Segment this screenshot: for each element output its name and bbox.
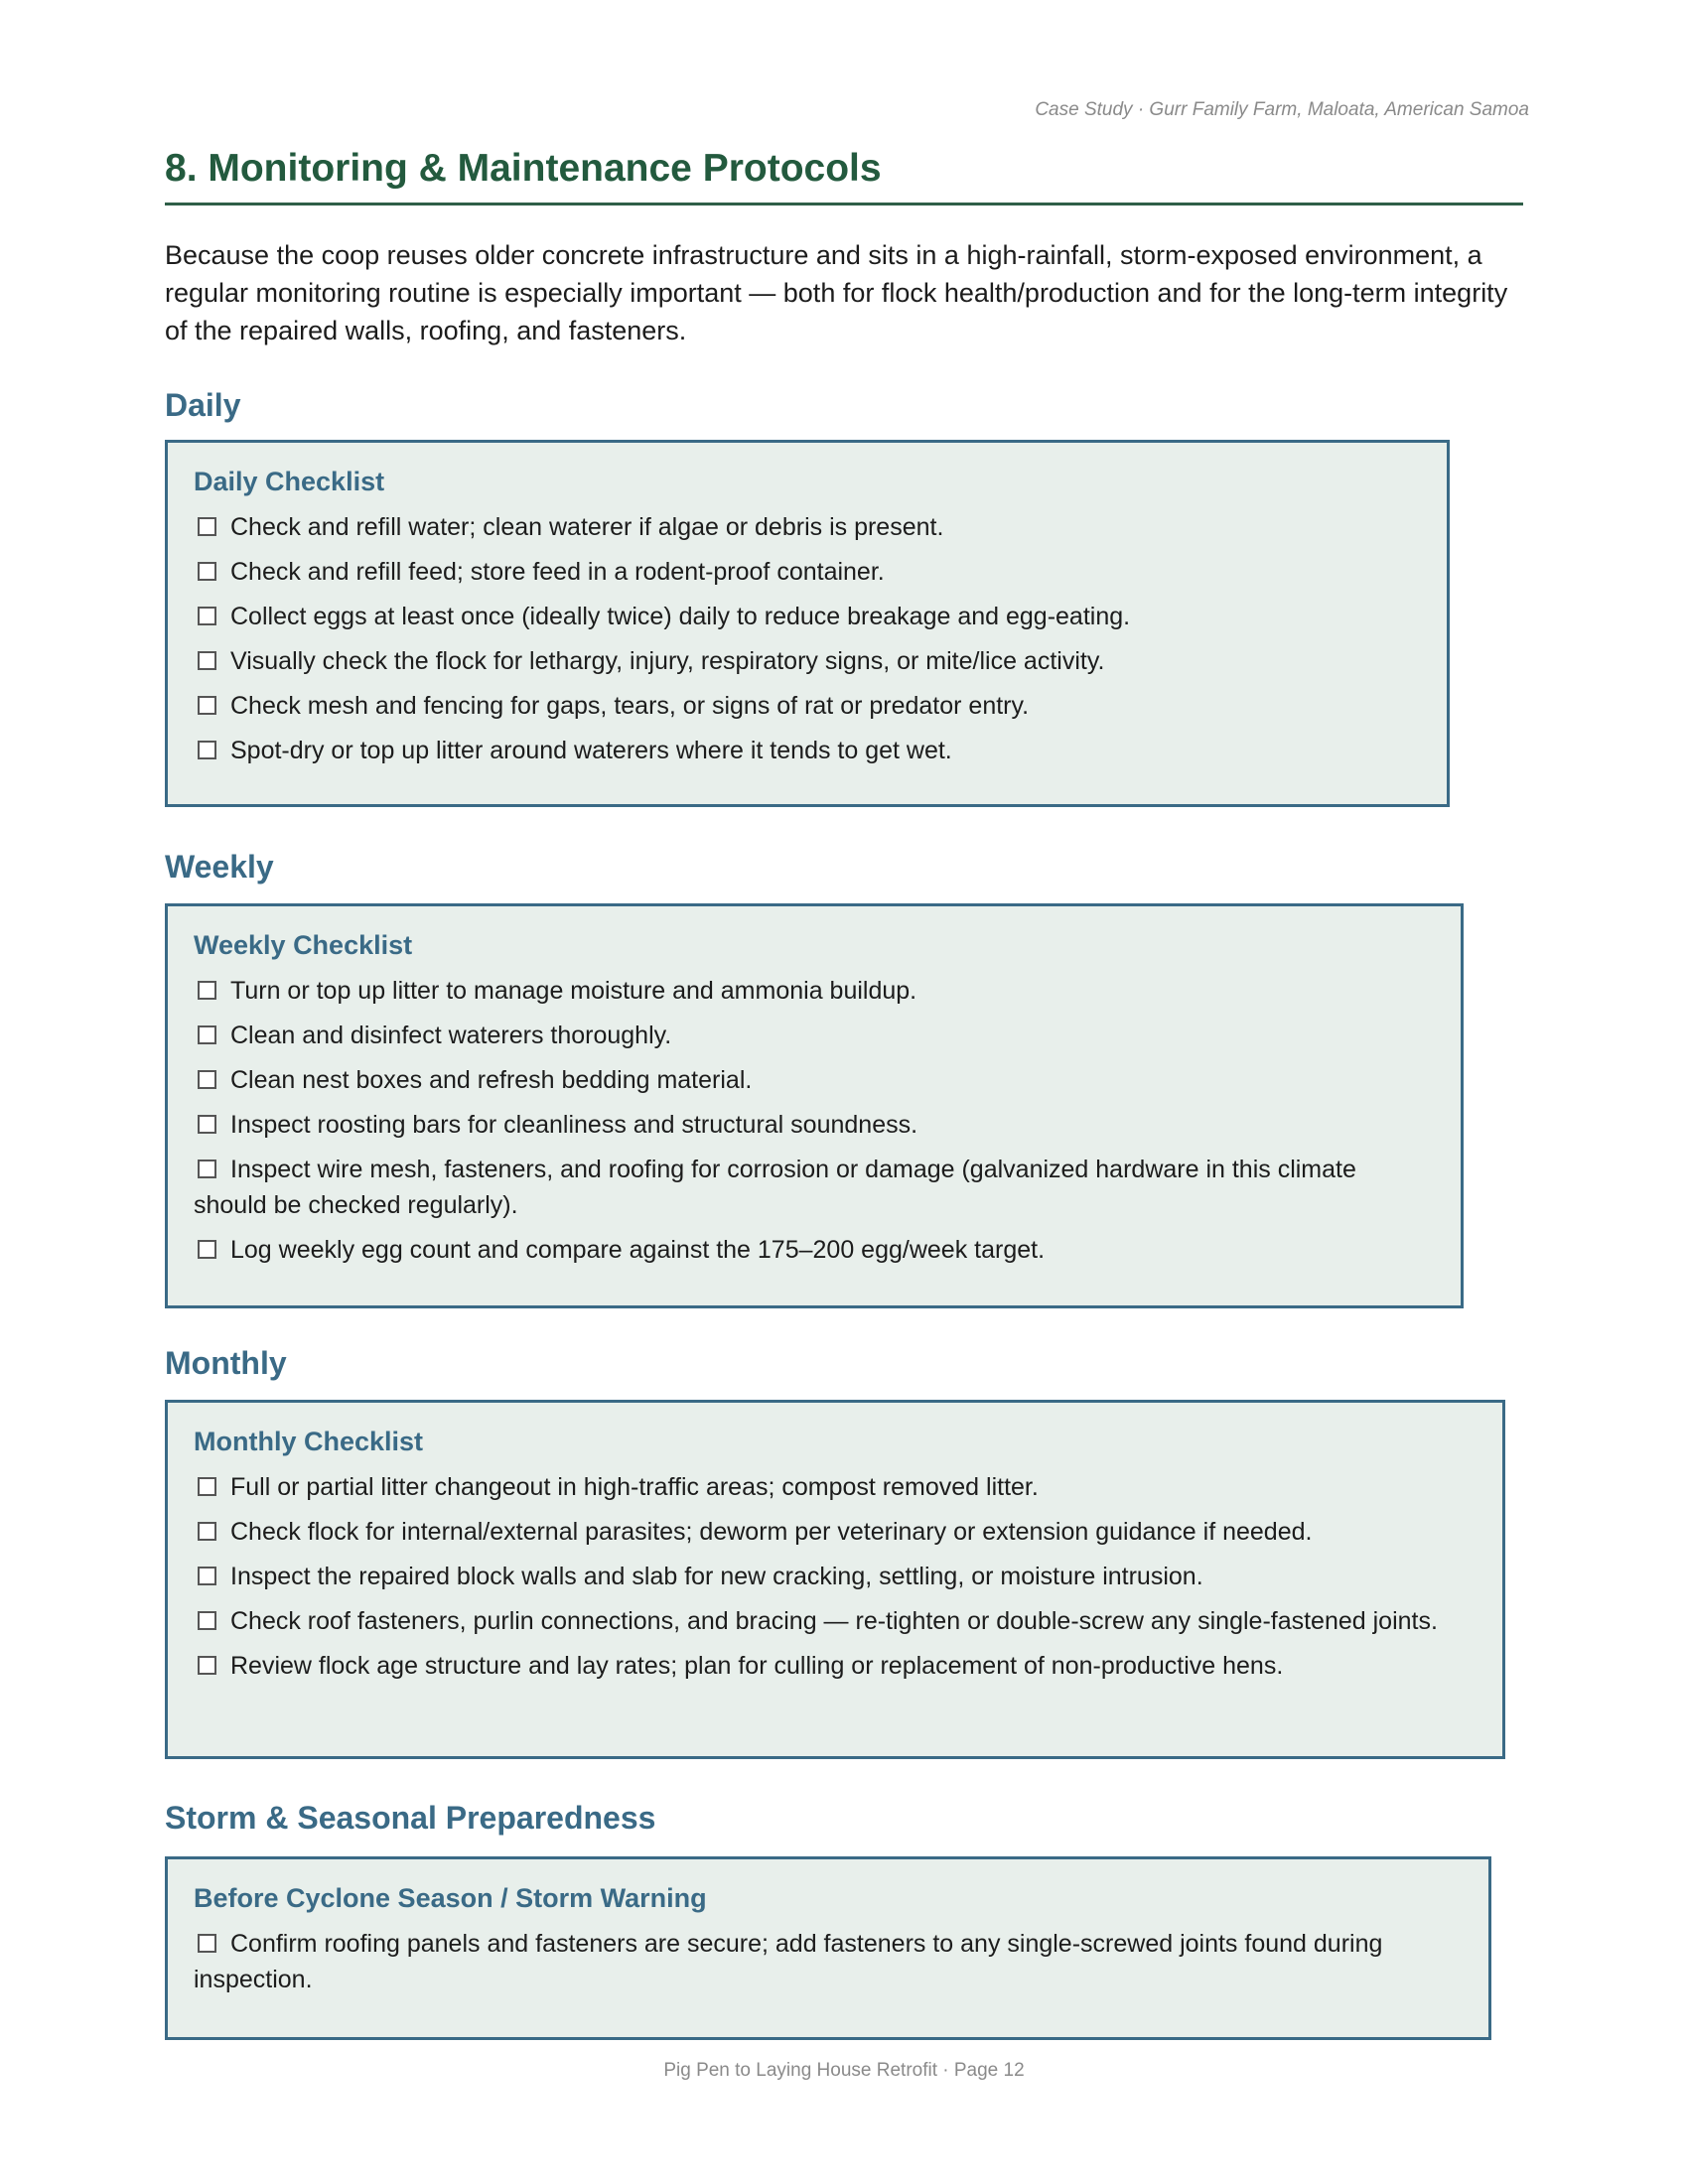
weekly-checklist-title: Weekly Checklist [194, 930, 413, 960]
checkbox-icon[interactable] [198, 1934, 216, 1953]
weekly-checklist [194, 973, 1435, 1268]
checklist-item [194, 1152, 1435, 1223]
daily-checklist [194, 509, 1421, 768]
checklist-item [194, 643, 1421, 679]
monthly-checklist [194, 1469, 1477, 1684]
section-heading-daily: Daily [165, 387, 241, 423]
checklist-item-text: Inspect wire mesh, fasteners, and roofing for corrosion or damage (galvanized hardware in this climate should be checked regularly). [194, 1156, 1356, 1219]
checklist-item-text: Inspect roosting bars for cleanliness and structural soundness. [230, 1111, 918, 1139]
checkbox-icon[interactable] [198, 741, 216, 759]
checklist-item-text: Spot-dry or top up litter around waterers where it tends to get wet. [230, 737, 952, 764]
monthly-checklist-box [165, 1400, 1505, 1759]
checklist-item-text: Turn or top up litter to manage moisture and ammonia buildup. [230, 977, 917, 1005]
checklist-item [194, 1062, 1435, 1098]
checklist-item [194, 1559, 1477, 1594]
section-heading-monthly: Monthly [165, 1345, 287, 1381]
page-title: 8. Monitoring & Maintenance Protocols [165, 147, 1523, 205]
storm-checklist [194, 1926, 1463, 1997]
checklist-item [194, 1107, 1435, 1143]
daily-checklist-box [165, 440, 1450, 807]
checklist-item [194, 688, 1421, 724]
checklist-item-text: Visually check the flock for lethargy, injury, respiratory signs, or mite/lice activity. [230, 647, 1105, 675]
checkbox-icon[interactable] [198, 562, 216, 581]
checklist-item-text: Check and refill water; clean waterer if algae or debris is present. [230, 513, 944, 541]
checkbox-icon[interactable] [198, 981, 216, 1000]
running-header: Case Study · Gurr Family Farm, Maloata, American Samoa [1035, 99, 1529, 120]
checklist-item [194, 1926, 1463, 1997]
checklist-item [194, 1232, 1435, 1268]
page-footer: Pig Pen to Laying House Retrofit · Page 12 [663, 2060, 1025, 2081]
checkbox-icon[interactable] [198, 1477, 216, 1496]
checklist-item [194, 1603, 1477, 1639]
checkbox-icon[interactable] [198, 651, 216, 670]
checklist-item-text: Collect eggs at least once (ideally twice) daily to reduce breakage and egg-eating. [230, 603, 1131, 630]
checkbox-icon[interactable] [198, 1070, 216, 1089]
checklist-item [194, 1469, 1477, 1505]
checklist-item-text: Check mesh and fencing for gaps, tears, or signs of rat or predator entry. [230, 692, 1030, 720]
checklist-item [194, 973, 1435, 1009]
checklist-item [194, 1514, 1477, 1550]
checkbox-icon[interactable] [198, 1567, 216, 1585]
checklist-item-text: Full or partial litter changeout in high-traffic areas; compost removed litter. [230, 1473, 1039, 1501]
weekly-checklist-box [165, 903, 1464, 1308]
checklist-item [194, 1018, 1435, 1053]
monthly-checklist-title: Monthly Checklist [194, 1427, 424, 1456]
checklist-item [194, 599, 1421, 634]
checkbox-icon[interactable] [198, 1160, 216, 1178]
checkbox-icon[interactable] [198, 607, 216, 625]
checkbox-icon[interactable] [198, 1240, 216, 1259]
checklist-item [194, 1648, 1477, 1684]
checklist-item-text: Review flock age structure and lay rates; plan for culling or replacement of non-productive hens. [230, 1652, 1284, 1680]
checklist-item-text: Clean nest boxes and refresh bedding material. [230, 1066, 753, 1094]
checklist-item [194, 733, 1421, 768]
section-heading-weekly: Weekly [165, 849, 274, 885]
daily-checklist-title: Daily Checklist [194, 467, 385, 496]
checkbox-icon[interactable] [198, 696, 216, 715]
checklist-item-text: Check flock for internal/external parasites; deworm per veterinary or extension guidance if needed. [230, 1518, 1313, 1546]
checklist-item-text: Inspect the repaired block walls and slab for new cracking, settling, or moisture intrusion. [230, 1563, 1203, 1590]
checklist-item-text: Check roof fasteners, purlin connections, and bracing — re-tighten or double-screw any single-fastened joints. [230, 1607, 1438, 1635]
checklist-item-text: Confirm roofing panels and fasteners are secure; add fasteners to any single-screwed joints found during inspection. [194, 1930, 1383, 1993]
intro-paragraph: Because the coop reuses older concrete infrastructure and sits in a high-rainfall, storm-exposed environment, a regular monitoring routine is especially important — both for flock health/production and for the long-term integrity of the repaired walls, roofing, and fasteners. [165, 240, 1508, 345]
checklist-item-text: Log weekly egg count and compare against the 175–200 egg/week target. [230, 1236, 1046, 1264]
checkbox-icon[interactable] [198, 1611, 216, 1630]
checklist-item-text: Check and refill feed; store feed in a rodent-proof container. [230, 558, 885, 586]
checkbox-icon[interactable] [198, 1115, 216, 1134]
checklist-item [194, 509, 1421, 545]
section-heading-storm: Storm & Seasonal Preparedness [165, 1800, 656, 1836]
storm-checklist-title: Before Cyclone Season / Storm Warning [194, 1883, 707, 1913]
checklist-item [194, 554, 1421, 590]
checkbox-icon[interactable] [198, 1025, 216, 1044]
checklist-item-text: Clean and disinfect waterers thoroughly. [230, 1022, 672, 1049]
checkbox-icon[interactable] [198, 517, 216, 536]
storm-checklist-box [165, 1856, 1491, 2040]
checkbox-icon[interactable] [198, 1522, 216, 1541]
checkbox-icon[interactable] [198, 1656, 216, 1675]
